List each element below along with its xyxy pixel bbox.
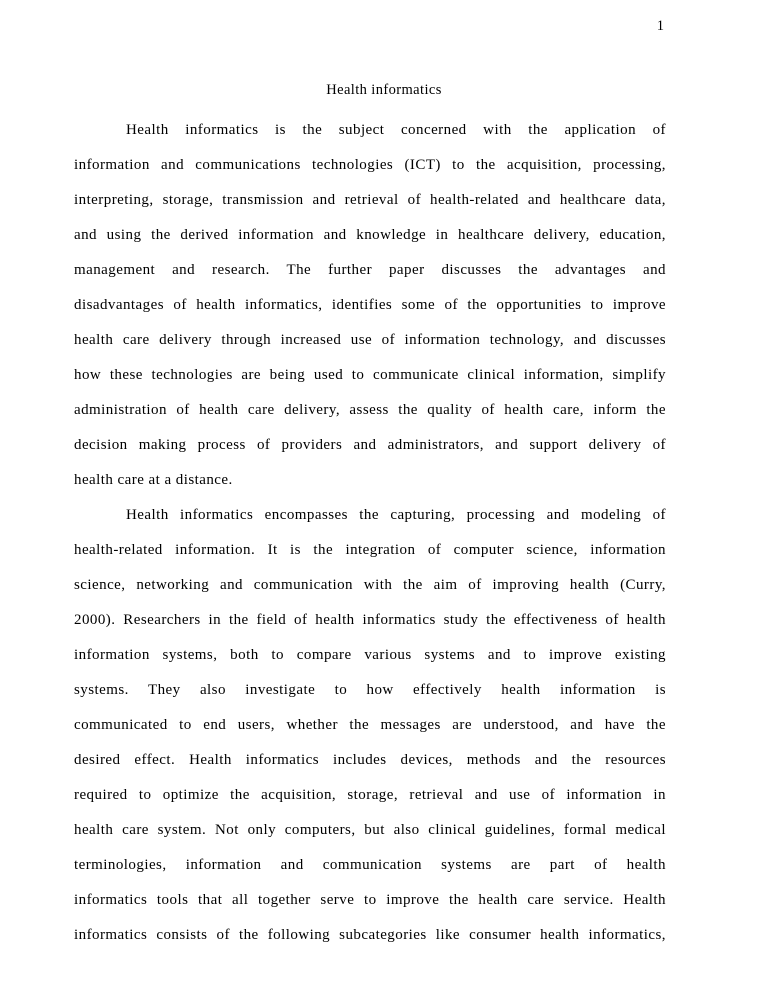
paragraph-line: 2000). Researchers in the field of health informatics study the effectiveness of health (74, 612, 666, 628)
paragraph-2 (74, 498, 666, 953)
paragraph-line: informatics tools that all together serve to improve the health care service. Health (74, 892, 666, 908)
paragraph-line: terminologies, information and communication systems are part of health (74, 857, 666, 873)
paragraph-line: informatics consists of the following subcategories like consumer health informatics, (74, 927, 666, 943)
paragraph-line: health-related information. It is the integration of computer science, information (74, 542, 666, 558)
paragraph-line: communicated to end users, whether the messages are understood, and have the (74, 717, 666, 733)
paragraph-line: and using the derived information and knowledge in healthcare delivery, education, (74, 227, 666, 243)
paragraph-line: management and research. The further paper discusses the advantages and (74, 262, 666, 278)
body-text (74, 113, 666, 953)
paragraph-line: science, networking and communication with the aim of improving health (Curry, (74, 577, 666, 593)
document-title: Health informatics (326, 82, 442, 98)
paragraph-line: required to optimize the acquisition, storage, retrieval and use of information in (74, 787, 666, 803)
page-number: 1 (656, 18, 664, 34)
paragraph-line: Health informatics is the subject concerned with the application of (126, 122, 666, 138)
paragraph-1 (74, 113, 666, 498)
paragraph-line: disadvantages of health informatics, identifies some of the opportunities to improve (74, 297, 666, 313)
paragraph-line: desired effect. Health informatics includes devices, methods and the resources (74, 752, 666, 768)
paragraph-line: administration of health care delivery, assess the quality of health care, inform the (74, 402, 666, 418)
paragraph-line: health care at a distance. (74, 472, 233, 488)
paragraph-line: information systems, both to compare various systems and to improve existing (74, 647, 666, 663)
paragraph-line: health care delivery through increased use of information technology, and discusses (74, 332, 666, 348)
paragraph-line: interpreting, storage, transmission and retrieval of health-related and healthcare data, (74, 192, 666, 208)
paragraph-line: decision making process of providers and administrators, and support delivery of (74, 437, 666, 453)
paragraph-line: information and communications technologies (ICT) to the acquisition, processing, (74, 157, 666, 173)
paragraph-line: health care system. Not only computers, but also clinical guidelines, formal medical (74, 822, 666, 838)
paragraph-line: how these technologies are being used to communicate clinical information, simplify (74, 367, 666, 383)
paragraph-line: systems. They also investigate to how effectively health information is (74, 682, 666, 698)
paragraph-line: Health informatics encompasses the capturing, processing and modeling of (126, 507, 666, 523)
